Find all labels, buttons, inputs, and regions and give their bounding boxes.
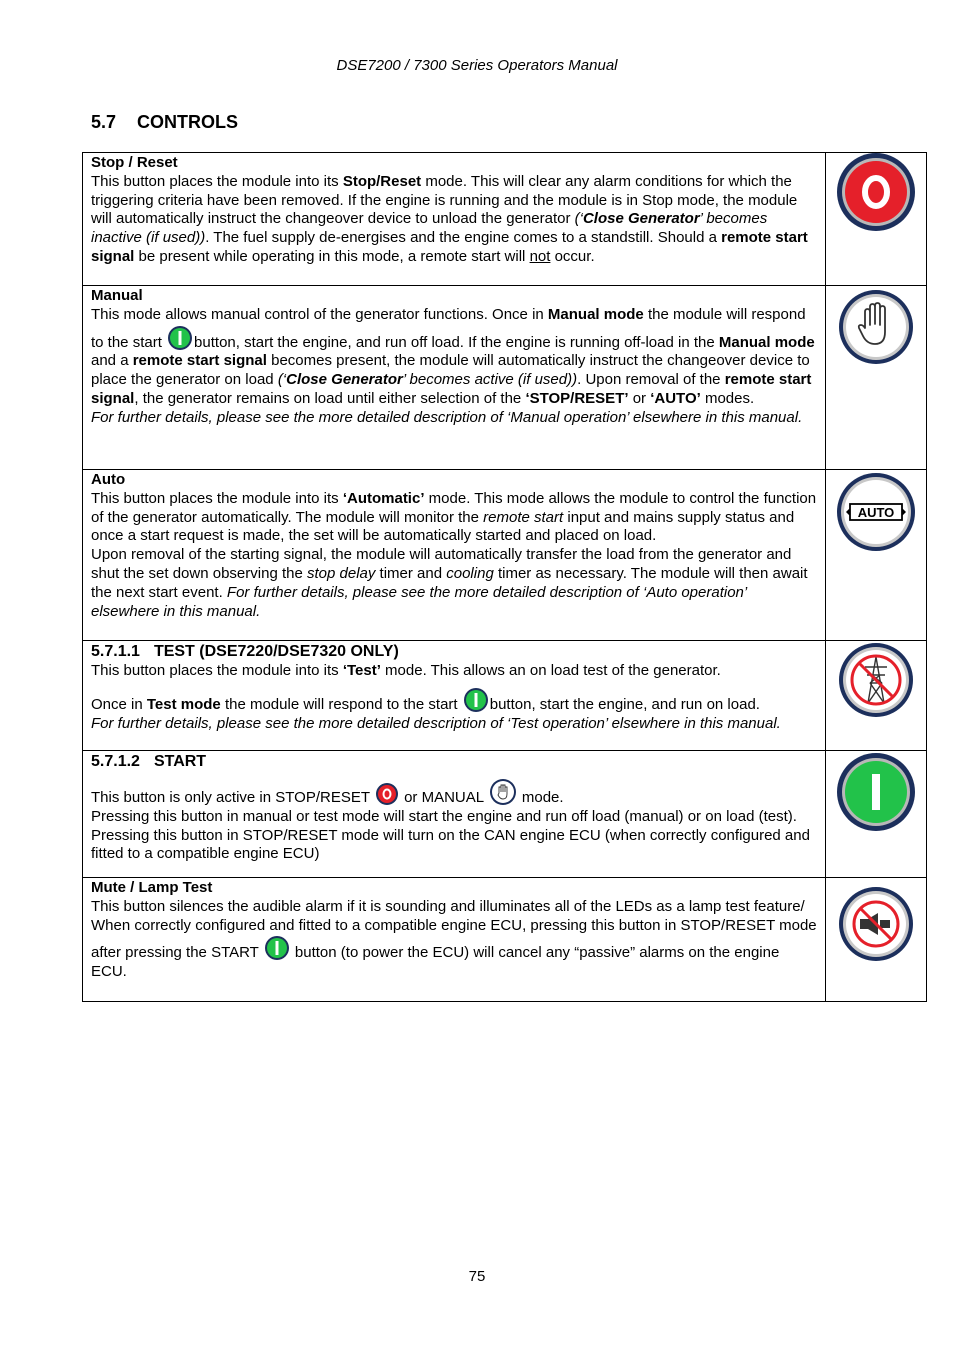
start-inline-icon (463, 687, 489, 713)
section-heading: CONTROLS (137, 112, 238, 132)
auto-text-2: Upon removal of the starting signal, the module will automatically transfer the load from the generator and shut the set down observing the stop delay timer and cooling timer as necessary. The module will then await the next start event. For further details, please see the more detailed description of ‘Auto operation’ elsewhere in this manual. (91, 546, 808, 620)
test-mains-icon (837, 641, 915, 719)
stop-reset-description (83, 153, 826, 286)
start-heading: 5.7.1.2 START (91, 753, 207, 770)
manual-inline-icon (489, 778, 517, 806)
test-further-details: For further details, please see the more detailed description of ‘Test operation’ elsewhere in this manual. (91, 714, 781, 732)
start-icon-cell (826, 751, 927, 878)
auto-row (83, 470, 927, 641)
test-description (83, 641, 826, 751)
stop-reset-icon (835, 151, 917, 233)
manual-row (83, 286, 927, 470)
mute-text-2: When correctly configured and fitted to a compatible engine ECU, pressing this button in STOP/RESET mode after pressing the START button (to power the ECU) will cancel any “passive” alarms on the engine ECU. (91, 916, 817, 981)
start-row (83, 751, 927, 878)
start-icon (835, 751, 917, 833)
mute-text: This button silences the audible alarm if it is sounding and illuminates all of the LEDs as a lamp test feature/ (91, 897, 805, 915)
start-inline-icon (264, 935, 290, 961)
mute-icon (837, 885, 915, 963)
start-inline-icon (167, 325, 193, 351)
stop-reset-title: Stop / Reset (91, 154, 178, 171)
mute-description (83, 878, 826, 1002)
test-text: This button places the module into its ‘Test’ mode. This allows an on load test of the generator. (91, 662, 721, 679)
auto-text: This button places the module into its ‘Automatic’ mode. This mode allows the module to control the function of the generator automatically. The module will monitor the remote start input and mains supply status and once a start request is made, the set will be automatically started and placed on load. (91, 489, 817, 545)
stop-reset-text: This button places the module into its Stop/Reset mode. This will clear any alarm conditions for which the triggering criteria have been removed. If the engine is running and the module is in Stop mode, the module will automatically instruct the changeover device to unload the generator (‘Close Generator’ becomes inactive (if used)). The fuel supply de-energises and the engine comes to a standstill. Should a remote start signal be present while operating in this mode, a remote start will not occur. (91, 172, 808, 265)
manual-title: Manual (91, 287, 143, 304)
start-text: This button is only active in STOP/RESET or MANUAL mode. (91, 778, 817, 808)
stop-reset-icon-cell (826, 153, 927, 286)
manual-text: This mode allows manual control of the generator functions. Once in Manual mode the module will respond to the start button, start the engine, and run off load. If the engine is running off-load in the Manual mode and a remote start signal becomes present, the module will automatically instruct the changeover device to place the generator on load (‘Close Generator’ becomes active (if used)). Upon removal of the remote start signal, the generator remains on load until either selection of the ‘STOP/RESET’ or ‘AUTO’ modes. (91, 305, 815, 407)
auto-icon-label: AUTO (857, 505, 895, 520)
start-text-3: Pressing this button in STOP/RESET mode will turn on the CAN engine ECU (when correctly configured and fitted to a compatible engine ECU) (91, 826, 810, 863)
controls-table (82, 152, 927, 1002)
test-icon-cell (826, 641, 927, 751)
manual-hand-icon (837, 288, 915, 366)
mute-title: Mute / Lamp Test (91, 879, 213, 896)
manual-description (83, 286, 826, 470)
stop-reset-inline-icon (375, 782, 399, 806)
start-text-2: Pressing this button in manual or test mode will start the engine and run off load (manual) or on load (test). (91, 807, 797, 825)
auto-icon (835, 471, 917, 553)
auto-description (83, 470, 826, 641)
mute-icon-cell (826, 878, 927, 1002)
section-number: 5.7 (91, 112, 117, 132)
test-heading: 5.7.1.1 TEST (DSE7220/DSE7320 ONLY) (91, 643, 399, 660)
test-text-2: Once in Test mode the module will respond to the start button, start the engine, and run on load. (91, 687, 817, 715)
test-row (83, 641, 927, 751)
manual-further-details: For further details, please see the more detailed description of ‘Manual operation’ elsewhere in this manual. (91, 408, 803, 426)
page-number: 75 (468, 1268, 486, 1285)
section-title (91, 112, 238, 133)
stop-reset-row (83, 153, 927, 286)
manual-icon-cell (826, 286, 927, 470)
start-description (83, 751, 826, 878)
manual-header: DSE7200 / 7300 Series Operators Manual (336, 57, 618, 74)
auto-title: Auto (91, 471, 126, 488)
auto-icon-cell (826, 470, 927, 641)
mute-row (83, 878, 927, 1002)
